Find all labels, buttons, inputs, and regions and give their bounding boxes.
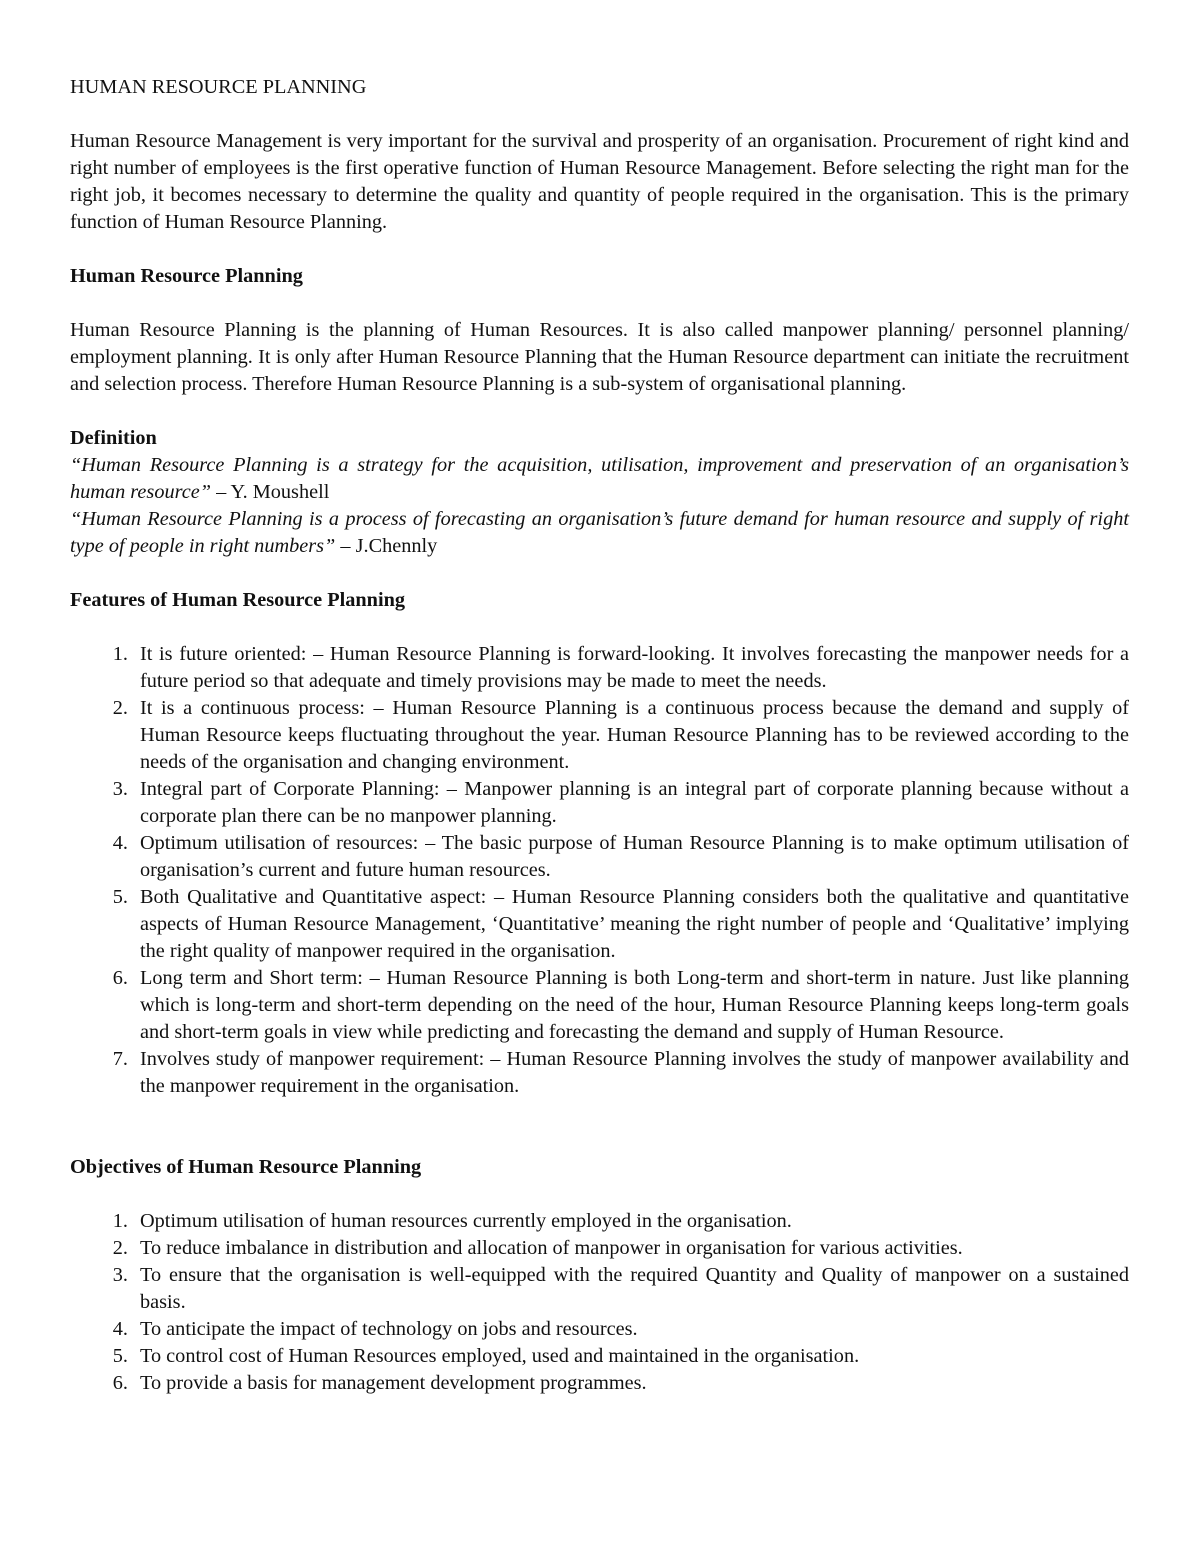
list-number: 4. [112,832,128,854]
definition-quote: “Human Resource Planning is a process of forecasting an organisation’s future demand for human resource and supply of right type of people in right numbers” [70,508,1129,557]
definition-item [70,452,1129,506]
objective-item [70,1262,1129,1316]
feature-text: Involves study of manpower requirement: – Human Resource Planning involves the study of manpower availability and the manpower requirement in the organisation. [140,1048,1129,1097]
list-number: 5. [112,1345,128,1367]
feature-item [70,884,1129,965]
objective-text: To ensure that the organisation is well-equipped with the required Quantity and Quality of manpower on a sustained basis. [140,1264,1129,1313]
definition-item [70,506,1129,560]
feature-item [70,965,1129,1046]
objective-text: To anticipate the impact of technology on jobs and resources. [140,1318,638,1340]
list-number: 2. [112,1237,128,1259]
objectives-heading: Objectives of Human Resource Planning [70,1156,422,1178]
features-heading: Features of Human Resource Planning [70,589,406,611]
objectives-list [70,1208,1129,1397]
objective-text: To control cost of Human Resources employed, used and maintained in the organisation. [140,1345,860,1367]
objective-text: To reduce imbalance in distribution and allocation of manpower in organisation for various activities. [140,1237,963,1259]
section-heading-hrp: Human Resource Planning [70,265,303,287]
list-number: 6. [112,1372,128,1394]
feature-item [70,695,1129,776]
objective-item [70,1316,1129,1343]
feature-item [70,641,1129,695]
hrp-paragraph: Human Resource Planning is the planning of Human Resources. It is also called manpower planning/ personnel planning/ employment planning. It is only after Human Resource Planning that the Human Resource department can initiate the recruitment and selection process. Therefore Human Resource Planning is a sub-system of organisational planning. [70,319,1129,395]
objective-item [70,1208,1129,1235]
objective-item [70,1343,1129,1370]
objective-item [70,1370,1129,1397]
definition-quote: “Human Resource Planning is a strategy for the acquisition, utilisation, improvement and preservation of an organisation’s human resource” [70,454,1129,503]
intro-paragraph: Human Resource Management is very important for the survival and prosperity of an organisation. Procurement of right kind and right number of employees is the first operative function of Human Resource Management. Before selecting the right man for the right job, it becomes necessary to determine the quality and quantity of people required in the organisation. This is the primary function of Human Resource Planning. [70,130,1129,233]
definition-author: – Y. Moushell [211,481,330,503]
definition-heading: Definition [70,427,157,449]
list-number: 5. [112,886,128,908]
feature-item [70,776,1129,830]
list-number: 2. [112,697,128,719]
objective-text: Optimum utilisation of human resources currently employed in the organisation. [140,1210,792,1232]
feature-text: It is a continuous process: – Human Resource Planning is a continuous process because the demand and supply of Human Resource keeps fluctuating throughout the year. Human Resource Planning has to be reviewed according to the needs of the organisation and changing environment. [140,697,1129,773]
list-number: 1. [112,643,128,665]
feature-text: Optimum utilisation of resources: – The basic purpose of Human Resource Planning is to make optimum utilisation of organisation’s current and future human resources. [140,832,1129,881]
feature-text: Long term and Short term: – Human Resource Planning is both Long-term and short-term in nature. Just like planning which is long-term and short-term depending on the need of the hour, Human Resource Planning keeps long-term goals and short-term goals in view while predicting and forecasting the demand and supply of Human Resource. [140,967,1129,1043]
objective-item [70,1235,1129,1262]
list-number: 6. [112,967,128,989]
list-number: 1. [112,1210,128,1232]
feature-text: It is future oriented: – Human Resource Planning is forward-looking. It involves forecasting the manpower needs for a future period so that adequate and timely provisions may be made to meet the needs. [140,643,1129,692]
list-number: 4. [112,1318,128,1340]
feature-item [70,830,1129,884]
feature-item [70,1046,1129,1100]
feature-text: Integral part of Corporate Planning: – Manpower planning is an integral part of corporate planning because without a corporate plan there can be no manpower planning. [140,778,1129,827]
feature-text: Both Qualitative and Quantitative aspect: – Human Resource Planning considers both the qualitative and quantitative aspects of Human Resource Management, ‘Quantitative’ meaning the right number of people and ‘Qualitative’ implying the right quality of manpower required in the organisation. [140,886,1129,962]
list-number: 3. [112,778,128,800]
list-number: 3. [112,1264,128,1286]
features-list [70,641,1129,1100]
document-title: HUMAN RESOURCE PLANNING [70,76,367,98]
definition-author: – J.Chennly [335,535,438,557]
objective-text: To provide a basis for management development programmes. [140,1372,647,1394]
list-number: 7. [112,1048,128,1070]
